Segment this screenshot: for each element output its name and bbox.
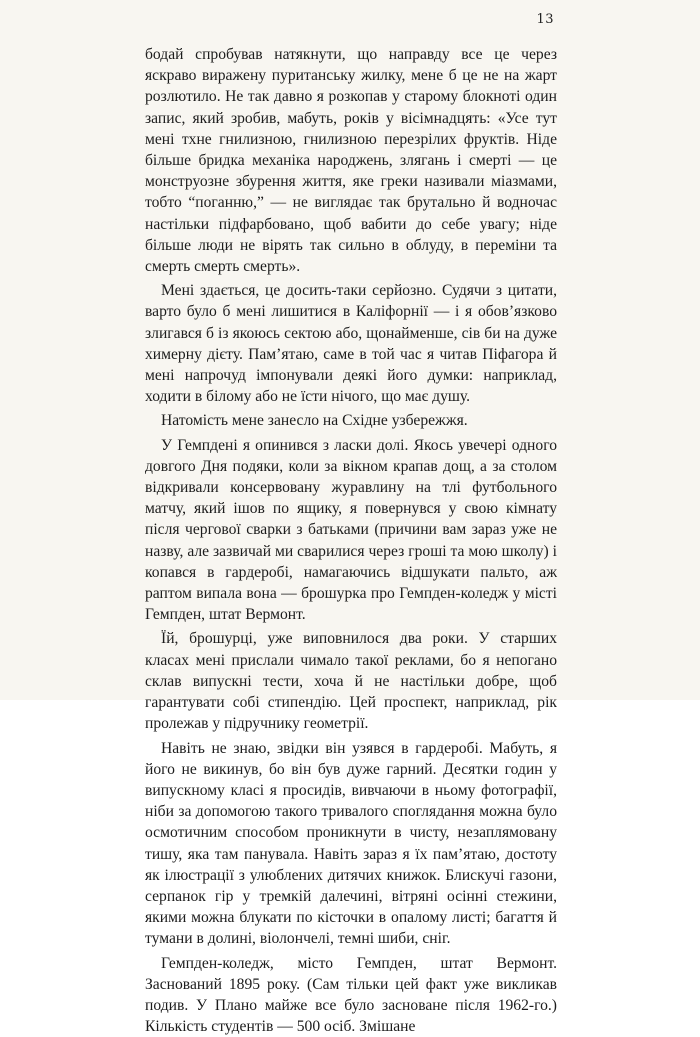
body-text — [145, 44, 557, 1037]
paragraph-6: Навіть не знаю, звідки він узявся в гардеробі. Мабуть, я його не викинув, бо він був дуже гарний. Десятки годин у випускному класі я просидів, вивчаючи в ньому фотографії, ніби за допомогою такого тривалого споглядання можна було осмотичним способом проникнути в чисту, незаплямовану тишу, яка там панувала. Навіть зараз я їх пам’ятаю, достоту як ілюстрації з улюблених дитячих книжок. Блискучі газони, серпанок гір у тремкій далечині, вітряні осінні стежини, якими можна блукати по кісточки в опалому листі; багаття й тумани в долині, віолончелі, темні шиби, сніг. — [145, 739, 557, 948]
paragraph-2: Мені здається, це досить-таки серйозно. Судячи з цитати, варто було б мені лишитися в Каліфорнії — і я обов’язково злигався б із якоюсь сектою або, щонайменше, сів би на дуже химерну дієту. Пам’ятаю, саме в той час я читав Піфагора й мені напрочуд імпонували деякі його думки: наприклад, ходити в білому або не їсти нічого, що має душу. — [145, 282, 557, 406]
paragraph-1: бодай спробував натякнути, що направду все це через яскраво виражену пуританську жилку, мене б це не на жарт розлютило. Не так давно я розкопав у старому блокноті один запис, який зробив, мабуть, років у вісімнадцять: «Усе тут мені тхне гнилизною, гнилизною перезрілих фруктів. Ніде більше бридка механіка народжень, злягань і смерті — це монструозне збурення життя, яке греки називали міазмами, тобто “поганню,” — не виглядає так брутально й водночас настільки підфарбовано, щоб вабити до себе увагу; ніде більше люди не вірять так сильно в облуду, в переміни та смерть смерть смерть». — [145, 46, 557, 276]
page-number: 13 — [536, 12, 554, 27]
paragraph-4: У Гемпдені я опинився з ласки долі. Якось увечері одного довгого Дня подяки, коли за вікном крапав дощ, а за столом відкривали консервовану журавлину на тлі футбольного матчу, який ішов по ящику, я повернувся у свою кімнату після чергової сварки з батьками (причини вам зараз уже не назву, але зазвичай ми сварилися через гроші та мою школу) і копався в гардеробі, намагаючись відшукати пальто, аж раптом випала вона — брошурка про Гемпден-коледж у місті Гемпден, штат Вермонт. — [145, 436, 557, 624]
paragraph-3: Натомість мене занесло на Східне узбережжя. — [161, 412, 468, 430]
paragraph-7: Гемпден-коледж, місто Гемпден, штат Вермонт. Заснований 1895 року. (Сам тільки цей факт уже викликав подив. У Плано майже все було засноване після 1962-го.) Кількість студентів — 500 осіб. Змішане — [145, 954, 557, 1036]
paragraph-5: Їй, брошурці, уже виповнилося два роки. У старших класах мені прислали чимало такої реклами, бо я непогано склав випускні тести, хоча й не настільки добре, щоб гарантувати собі стипендію. Цей проспект, наприклад, рік пролежав у підручнику геометрії. — [145, 630, 557, 733]
